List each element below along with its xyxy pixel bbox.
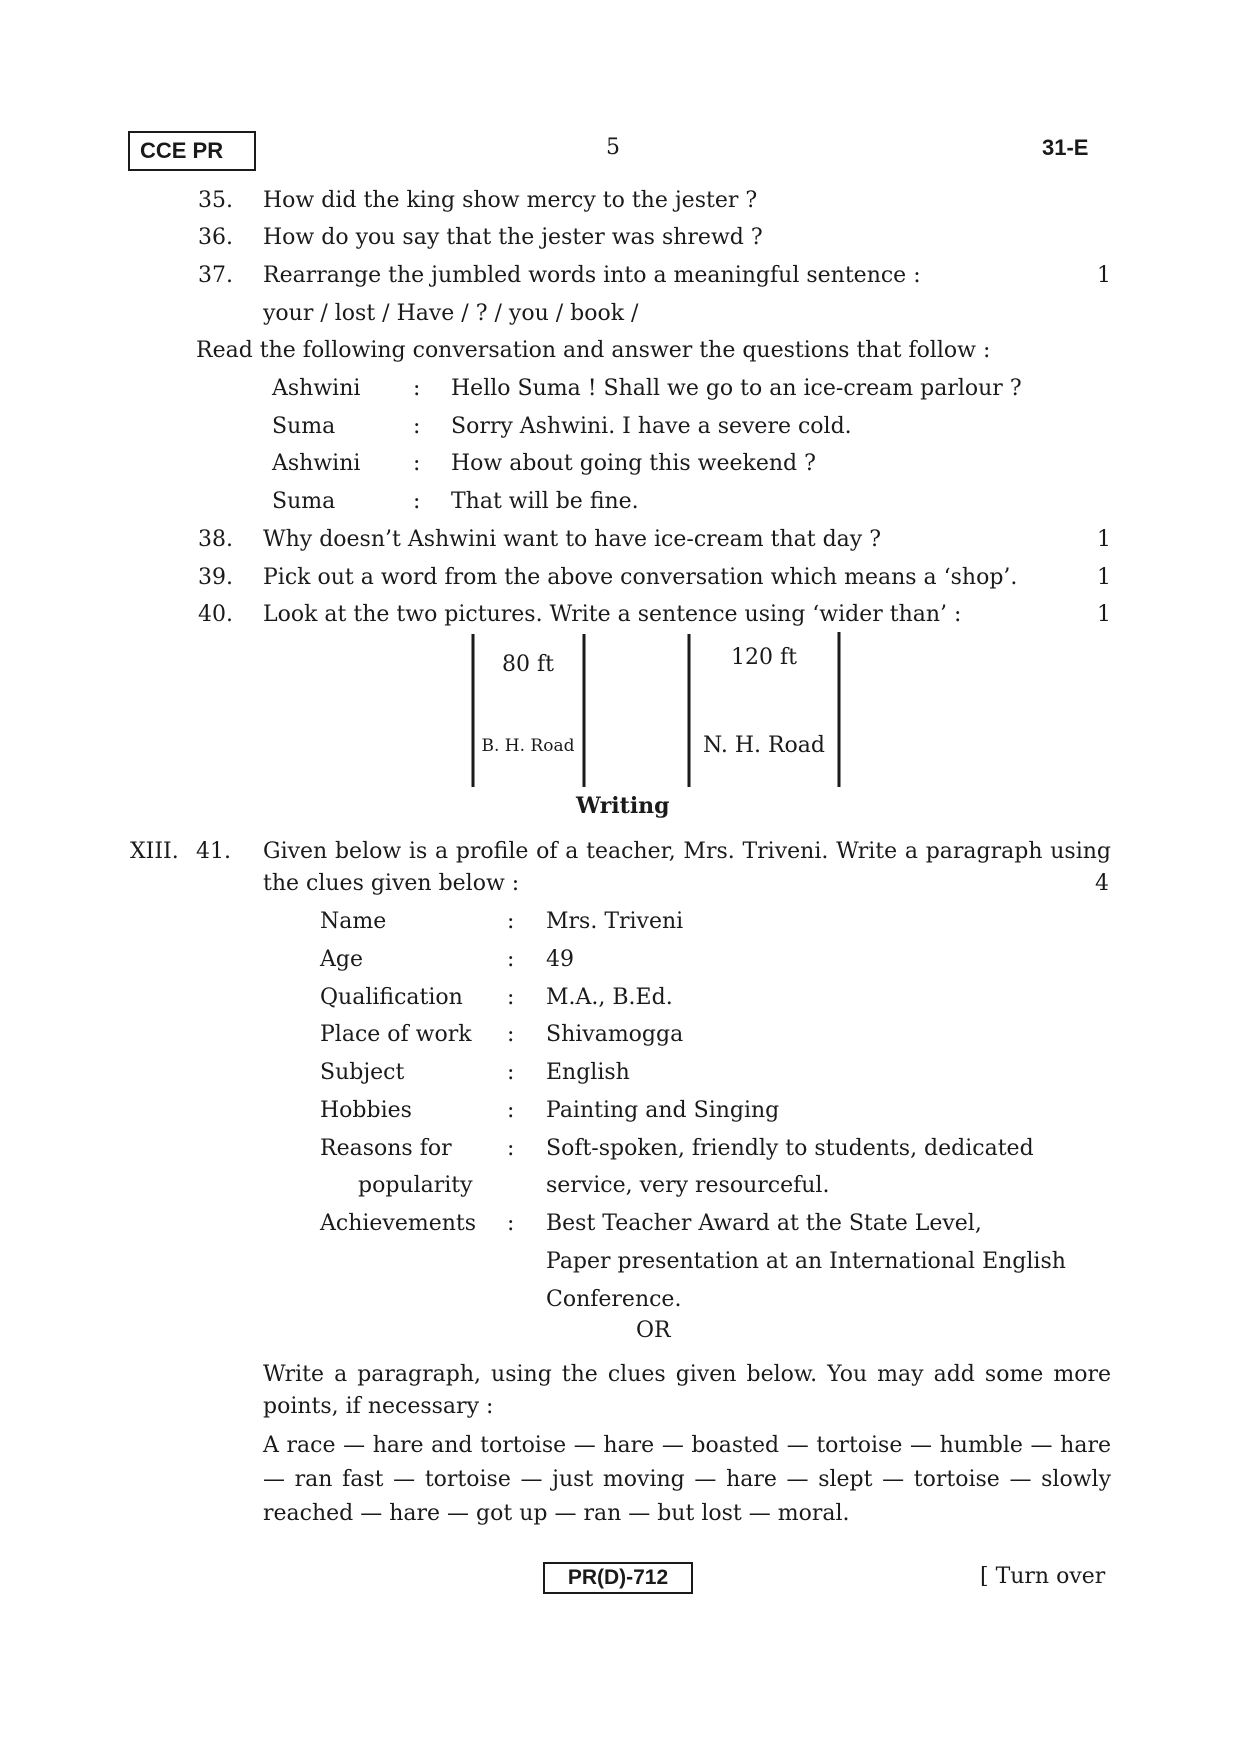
question-text: Rearrange the jumbled words into a meaningful sentence : (263, 263, 921, 288)
profile-label: Name (320, 909, 387, 934)
question-number: 37. (198, 263, 233, 288)
profile-label: Place of work (320, 1022, 472, 1047)
profile-colon: : (507, 1098, 515, 1123)
question-text: How did the king show mercy to the jester ? (263, 188, 758, 213)
profile-colon: : (507, 909, 515, 934)
road-width-label: 80 ft (502, 652, 554, 677)
paper-code: CCE PR (140, 138, 224, 163)
dialogue-line: Hello Suma ! Shall we go to an ice-cream parlour ? (451, 376, 1022, 401)
speaker-colon: : (413, 414, 421, 439)
question-marks: 4 (1095, 871, 1109, 896)
question-number: 40. (198, 602, 233, 627)
profile-value: Painting and Singing (546, 1098, 780, 1123)
conversation-intro: Read the following conversation and answer the questions that follow : (196, 338, 991, 363)
profile-colon: : (507, 1022, 515, 1047)
footer-code: PR(D)-712 (567, 1566, 669, 1589)
story-clues: A race — hare and tortoise — hare — boasted — tortoise — humble — hare (263, 1433, 1111, 1458)
profile-label: Reasons for (320, 1136, 452, 1161)
profile-value: Shivamogga (546, 1022, 684, 1047)
profile-value: English (546, 1060, 630, 1085)
road-picture-bh (473, 634, 584, 787)
profile-label-cont: popularity (358, 1173, 473, 1198)
speaker-colon: : (413, 489, 421, 514)
road-pictures (460, 630, 850, 790)
profile-colon: : (507, 1136, 515, 1161)
question-number: 38. (198, 527, 233, 552)
turn-over-note: [ Turn over (980, 1564, 1106, 1589)
section-heading: Writing (576, 793, 670, 819)
profile-value: service, very resourceful. (546, 1173, 830, 1198)
profile-value: Soft-spoken, friendly to students, dedicated (546, 1136, 1034, 1161)
profile-colon: : (507, 985, 515, 1010)
road-picture-nh (689, 632, 839, 787)
profile-label: Achievements (320, 1211, 477, 1236)
question-text-cont: the clues given below : (263, 871, 520, 896)
profile-value: Best Teacher Award at the State Level, (546, 1211, 982, 1236)
dialogue-line: Sorry Ashwini. I have a severe cold. (451, 414, 852, 439)
story-clues: — ran fast — tortoise — just moving — hare — slept — tortoise — slowly (263, 1467, 1111, 1492)
profile-label: Subject (320, 1060, 405, 1085)
profile-value: M.A., B.Ed. (546, 985, 673, 1010)
profile-label: Age (320, 947, 363, 972)
road-width-label: 120 ft (731, 645, 797, 670)
alt-question-text: Write a paragraph, using the clues given below. You may add some more (263, 1362, 1111, 1387)
speaker-name: Ashwini (272, 451, 361, 476)
question-number: 35. (198, 188, 233, 213)
question-marks: 1 (1097, 263, 1111, 288)
question-text: How do you say that the jester was shrewd ? (263, 225, 763, 250)
question-text: Why doesn’t Ashwini want to have ice-cream that day ? (263, 527, 882, 552)
question-text: Pick out a word from the above conversation which means a ‘shop’. (263, 565, 1018, 590)
question-number: 36. (198, 225, 233, 250)
speaker-colon: : (413, 451, 421, 476)
dialogue-line: How about going this weekend ? (451, 451, 816, 476)
profile-value: Paper presentation at an International English (546, 1249, 1066, 1274)
road-name-label: B. H. Road (481, 736, 575, 756)
profile-value: Mrs. Triveni (546, 909, 684, 934)
or-divider: OR (636, 1318, 671, 1343)
profile-value: 49 (546, 947, 574, 972)
speaker-name: Ashwini (272, 376, 361, 401)
question-marks: 1 (1097, 565, 1111, 590)
page-number: 5 (606, 135, 620, 160)
profile-colon: : (507, 1211, 515, 1236)
question-text: Look at the two pictures. Write a sentence using ‘wider than’ : (263, 602, 962, 627)
dialogue-line: That will be fine. (451, 489, 639, 514)
footer-code-box (543, 1562, 693, 1594)
question-text: Given below is a profile of a teacher, Mrs. Triveni. Write a paragraph using (263, 839, 1111, 864)
speaker-name: Suma (272, 414, 336, 439)
profile-label: Hobbies (320, 1098, 412, 1123)
speaker-name: Suma (272, 489, 336, 514)
profile-value: Conference. (546, 1287, 682, 1312)
story-clues: reached — hare — got up — ran — but lost — moral. (263, 1501, 850, 1526)
question-marks: 1 (1097, 602, 1111, 627)
profile-colon: : (507, 947, 515, 972)
alt-question-text-cont: points, if necessary : (263, 1394, 494, 1419)
paper-code-box (128, 131, 256, 171)
profile-label: Qualification (320, 985, 463, 1010)
road-name-label: N. H. Road (702, 733, 826, 758)
question-number: 41. (196, 839, 231, 864)
jumbled-words: your / lost / Have / ? / you / book / (263, 301, 639, 326)
profile-colon: : (507, 1060, 515, 1085)
speaker-colon: : (413, 376, 421, 401)
subject-code: 31-E (1042, 135, 1089, 160)
section-number: XIII. (130, 839, 179, 864)
question-number: 39. (198, 565, 233, 590)
question-marks: 1 (1097, 527, 1111, 552)
